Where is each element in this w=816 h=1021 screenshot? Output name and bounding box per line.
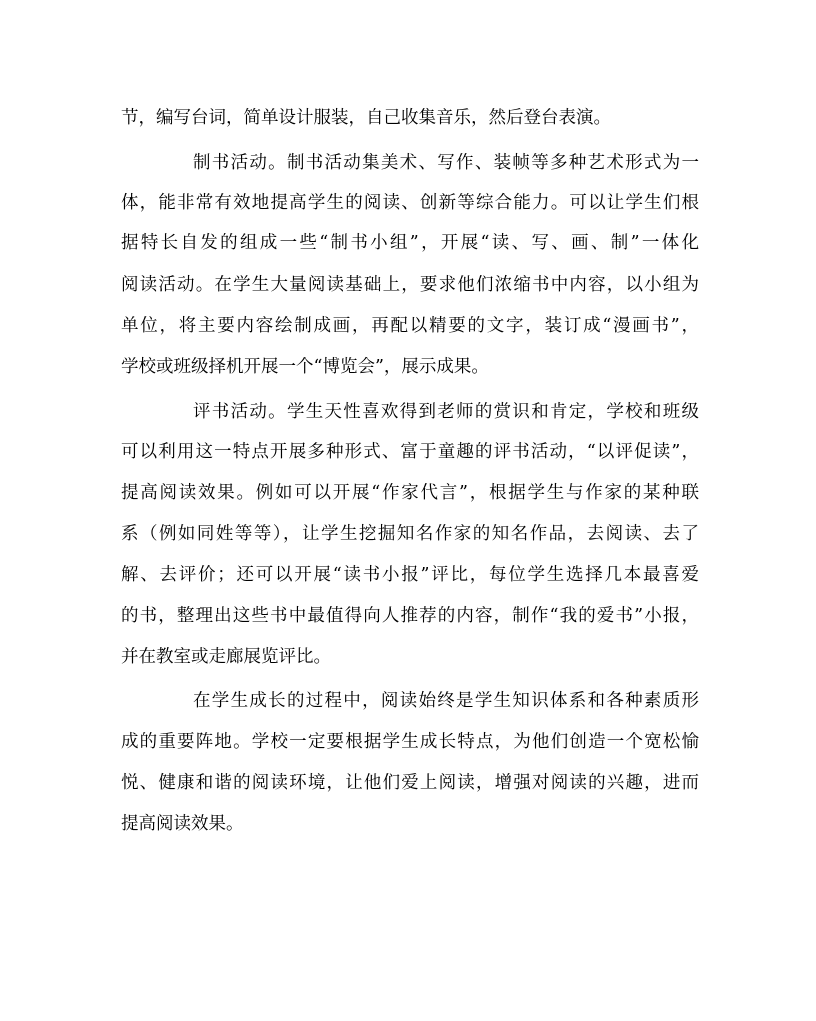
paragraph-line: 体，能非常有效地提高学生的阅读、创新等综合能力。可以让学生们根 [121, 193, 699, 213]
paragraph-line: 解、去评价；还可以开展“读书小报”评比，每位学生选择几本最喜爱 [121, 565, 699, 585]
paragraph-line: 据特长自发的组成一些“制书小组”，开展“读、写、画、制”一体化 [121, 233, 699, 253]
paragraph-line: 学校或班级择机开展一个“博览会”，展示成果。 [121, 357, 489, 377]
paragraph-line: 节，编写台词，简单设计服装，自己收集音乐，然后登台表演。 [121, 108, 611, 128]
paragraph-line: 制书活动。制书活动集美术、写作、装帧等多种艺术形式为一 [193, 153, 699, 173]
paragraph-line: 提高阅读效果。 [121, 814, 244, 834]
paragraph-line: 系（例如同姓等等），让学生挖掘知名作家的知名作品，去阅读、去了 [121, 524, 699, 544]
paragraph-line: 在学生成长的过程中，阅读始终是学生知识体系和各种素质形 [193, 691, 699, 711]
paragraph-line: 成的重要阵地。学校一定要根据学生成长特点，为他们创造一个宽松愉 [121, 732, 699, 752]
paragraph-line: 可以利用这一特点开展多种形式、富于童趣的评书活动，“以评促读”， [121, 442, 699, 462]
paragraph-line: 评书活动。学生天性喜欢得到老师的赏识和肯定，学校和班级 [193, 402, 699, 422]
paragraph-line: 悦、健康和谐的阅读环境，让他们爱上阅读，增强对阅读的兴趣，进而 [121, 773, 699, 793]
paragraph-line: 提高阅读效果。例如可以开展“作家代言”，根据学生与作家的某种联 [121, 483, 699, 503]
paragraph-line: 的书，整理出这些书中最值得向人推荐的内容，制作“我的爱书”小报， [121, 606, 699, 626]
paragraph-line: 单位，将主要内容绘制成画，再配以精要的文字，装订成“漫画书”， [121, 316, 699, 336]
paragraph-line: 阅读活动。在学生大量阅读基础上，要求他们浓缩书中内容，以小组为 [121, 275, 699, 295]
paragraph-line: 并在教室或走廊展览评比。 [121, 647, 331, 667]
